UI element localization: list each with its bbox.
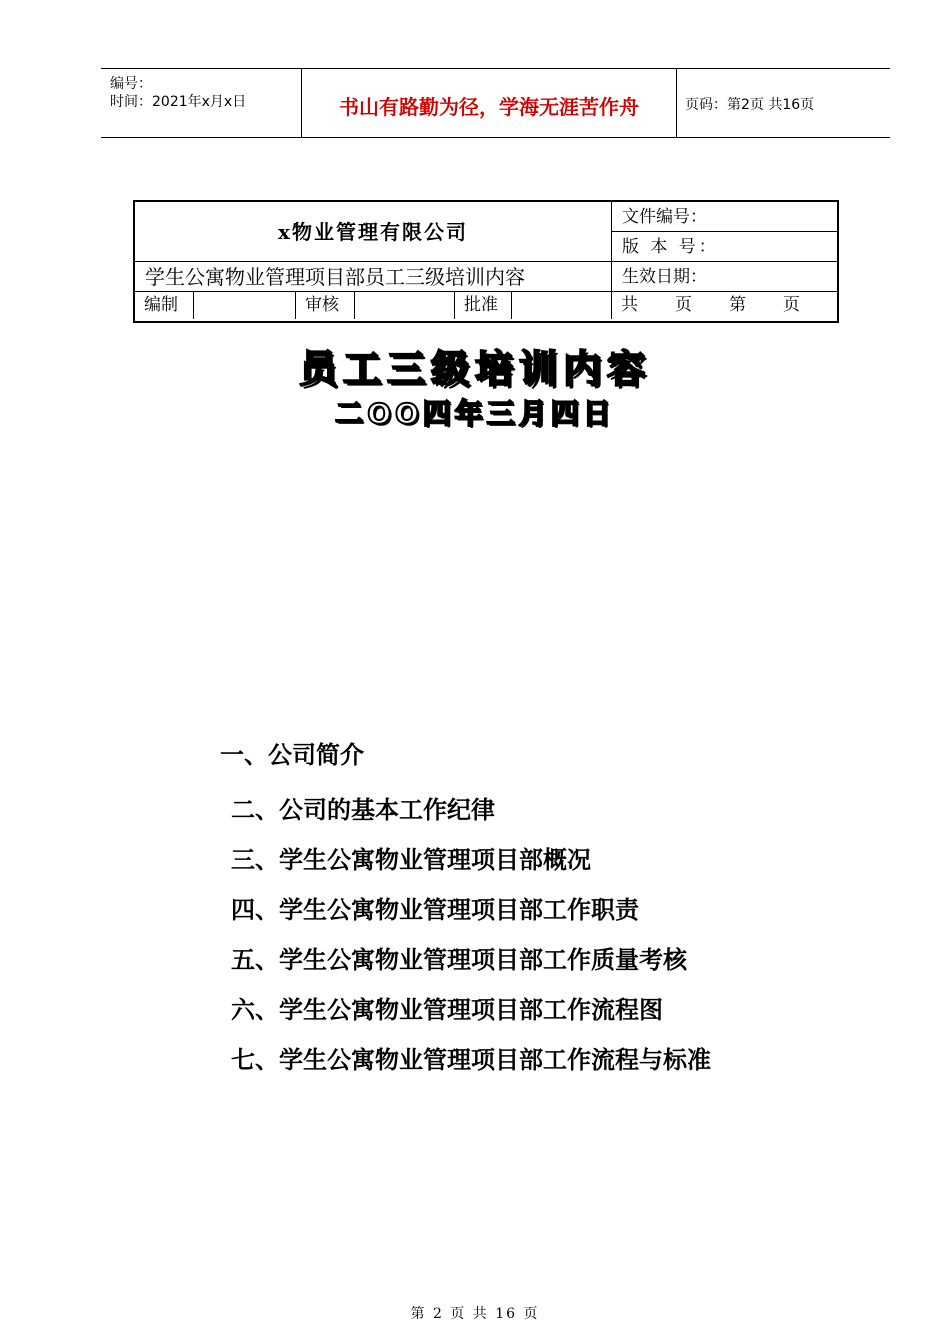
toc-item: 一、公司简介 bbox=[220, 741, 364, 769]
file-number-label: 文件编号： bbox=[612, 202, 837, 232]
page-count-cell bbox=[612, 292, 837, 319]
approved-by-value bbox=[512, 292, 612, 319]
toc-item: 四、学生公寓物业管理项目部工作职责 bbox=[231, 896, 639, 924]
toc-item: 五、学生公寓物业管理项目部工作质量考核 bbox=[231, 946, 687, 974]
document-control-table bbox=[133, 200, 839, 323]
page-footer: 第 2 页 共 16 页 bbox=[410, 1306, 540, 1322]
toc-item: 六、学生公寓物业管理项目部工作流程图 bbox=[231, 996, 663, 1024]
document-title: 学生公寓物业管理项目部员工三级培训内容 bbox=[135, 262, 612, 292]
toc-item: 三、学生公寓物业管理项目部概况 bbox=[231, 846, 591, 874]
effective-date-label: 生效日期： bbox=[612, 262, 837, 292]
document-number-label: 编号： bbox=[110, 76, 152, 92]
page-unit-2: 页 bbox=[783, 295, 800, 315]
toc-item: 二、公司的基本工作纪律 bbox=[231, 796, 495, 824]
header-page-code: 页码：第2页 共16页 bbox=[685, 97, 815, 113]
page-current-label: 第 bbox=[729, 295, 746, 315]
header-motto-cell bbox=[302, 69, 677, 137]
title-date: 二OO四年三月四日 bbox=[335, 397, 615, 430]
running-header bbox=[101, 68, 890, 138]
reviewed-by-label: 审核 bbox=[296, 292, 355, 319]
main-title: 员工三级培训内容 bbox=[298, 347, 651, 391]
toc-item: 七、学生公寓物业管理项目部工作流程与标准 bbox=[231, 1046, 711, 1074]
header-page-cell bbox=[677, 69, 890, 137]
reviewed-by-value bbox=[355, 292, 455, 319]
company-name: x物业管理有限公司 bbox=[135, 202, 612, 262]
version-label: 版 本 号： bbox=[612, 232, 837, 262]
approved-by-label: 批准 bbox=[455, 292, 512, 319]
compiled-by-label: 编制 bbox=[135, 292, 194, 319]
page-unit-1: 页 bbox=[675, 295, 692, 315]
compiled-by-value bbox=[194, 292, 296, 319]
page-total-label: 共 bbox=[621, 295, 638, 315]
header-meta-cell bbox=[101, 69, 302, 137]
header-motto: 书山有路勤为径，学海无涯苦作舟 bbox=[339, 95, 639, 119]
document-time-label: 时间：2021年x月x日 bbox=[110, 94, 247, 110]
